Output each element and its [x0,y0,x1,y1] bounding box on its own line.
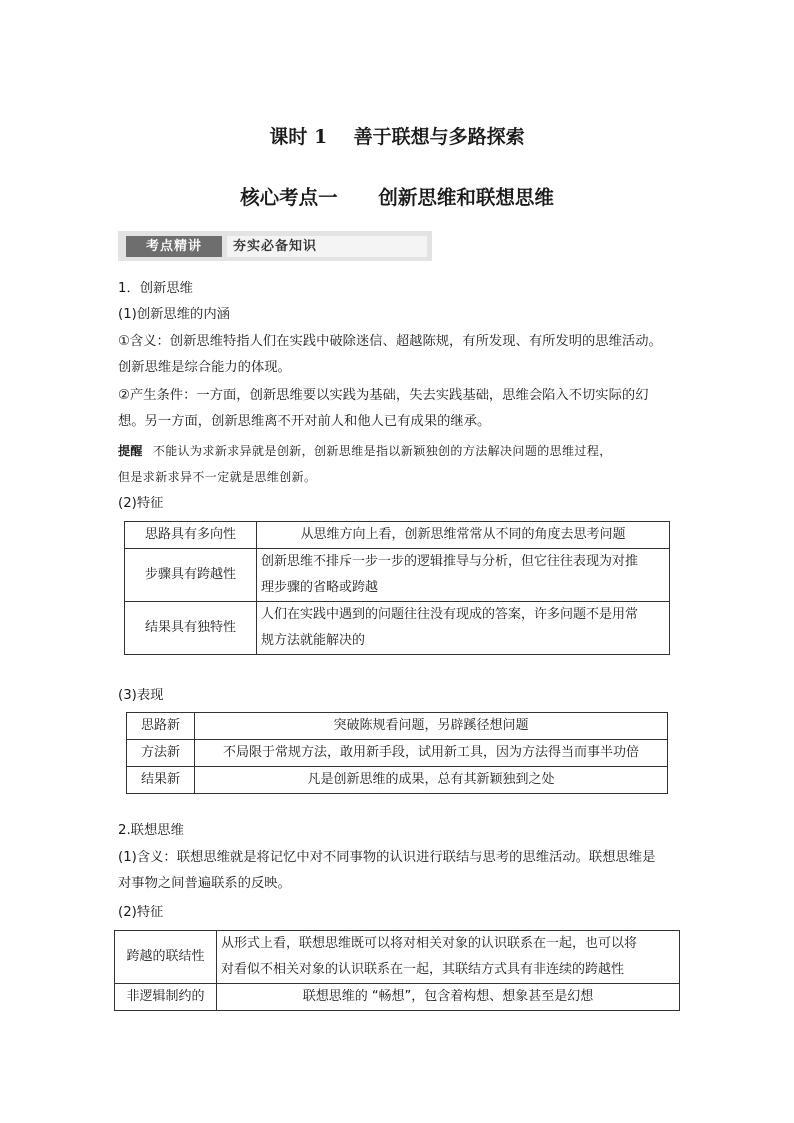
feature-name: 思路具有多向性 [125,522,257,549]
manifestation-table [126,712,668,794]
table-row [125,549,670,602]
table-row [115,984,680,1011]
feature-desc: 从思维方向上看，创新思维常常从不同的角度去思考问题 [257,522,670,549]
assoc-feature-name: 跨越的联结性 [115,931,217,984]
banner-label-light: 夯实必备知识 [227,236,427,257]
meaning-line-1: ①含义：创新思维特指人们在实践中破除迷信、超越陈规，有所发现、有所发明的思维活动。 [118,334,662,349]
table-row [127,767,668,794]
show-desc: 突破陈规看问题，另辟蹊径想问题 [195,713,668,740]
table-row [125,522,670,549]
feature-desc: 人们在实践中遇到的问题往往没有现成的答案，许多问题不是用常 规方法就能解决的 [257,602,670,655]
heading-innovative-thinking: 1．创新思维 [118,281,193,296]
show-name: 方法新 [127,740,195,767]
sub-heading-manifestation: (3)表现 [118,688,164,703]
core-point-title: 核心考点一 创新思维和联想思维 [240,186,554,209]
assoc-features-table [114,930,680,1011]
assoc-meaning-line-1: (1)含义：联想思维就是将记忆中对不同事物的认识进行联结与思考的思维活动。联想思维是 [118,850,656,865]
table-row [125,602,670,655]
reminder-label: 提醒 [118,444,143,458]
assoc-meaning-line-2: 对事物之间普遍联系的反映。 [118,876,291,891]
lesson-title: 课时 1 善于联想与多路探索 [269,126,525,148]
reminder-line-1 [118,438,612,464]
sub-heading-features: (2)特征 [118,496,164,511]
feature-name: 步骤具有跨越性 [125,549,257,602]
feature-desc: 创新思维不排斥一步一步的逻辑推导与分析，但它往往表现为对推 理步骤的省略或跨越 [257,549,670,602]
assoc-sub-heading-features: (2)特征 [118,905,164,920]
sub-heading-connotation: (1)创新思维的内涵 [118,307,230,322]
show-name: 结果新 [127,767,195,794]
show-desc: 不局限于常规方法，敢用新手段，试用新工具，因为方法得当而事半功倍 [195,740,668,767]
condition-line-2: 想。另一方面，创新思维离不开对前人和他人已有成果的继承。 [118,414,491,429]
show-name: 思路新 [127,713,195,740]
heading-associative-thinking: 2.联想思维 [118,823,184,838]
assoc-feature-desc: 联想思维的 “畅想”，包含着构想、想象甚至是幻想 [217,984,680,1011]
banner-label-dark: 考点精讲 [126,236,222,257]
meaning-line-2: 创新思维是综合能力的体现。 [118,360,291,375]
reminder-line-2: 但是求新求异不一定就是思维创新。 [118,470,317,484]
section-banner [118,231,432,261]
condition-line-1: ②产生条件：一方面，创新思维要以实践为基础，失去实践基础，思维会陷入不切实际的幻 [118,388,649,403]
assoc-feature-name: 非逻辑制约的 [115,984,217,1011]
reminder-text-1: 不能认为求新求异就是创新，创新思维是指以新颖独创的方法解决问题的思维过程， [152,444,612,458]
features-table [124,521,670,655]
table-row [127,740,668,767]
table-row [115,931,680,984]
assoc-feature-desc: 从形式上看，联想思维既可以将对相关对象的认识联系在一起，也可以将 对看似不相关对象的认识联系在一起，其联结方式具有非连续的跨越性 [217,931,680,984]
table-row [127,713,668,740]
show-desc: 凡是创新思维的成果，总有其新颖独到之处 [195,767,668,794]
feature-name: 结果具有独特性 [125,602,257,655]
